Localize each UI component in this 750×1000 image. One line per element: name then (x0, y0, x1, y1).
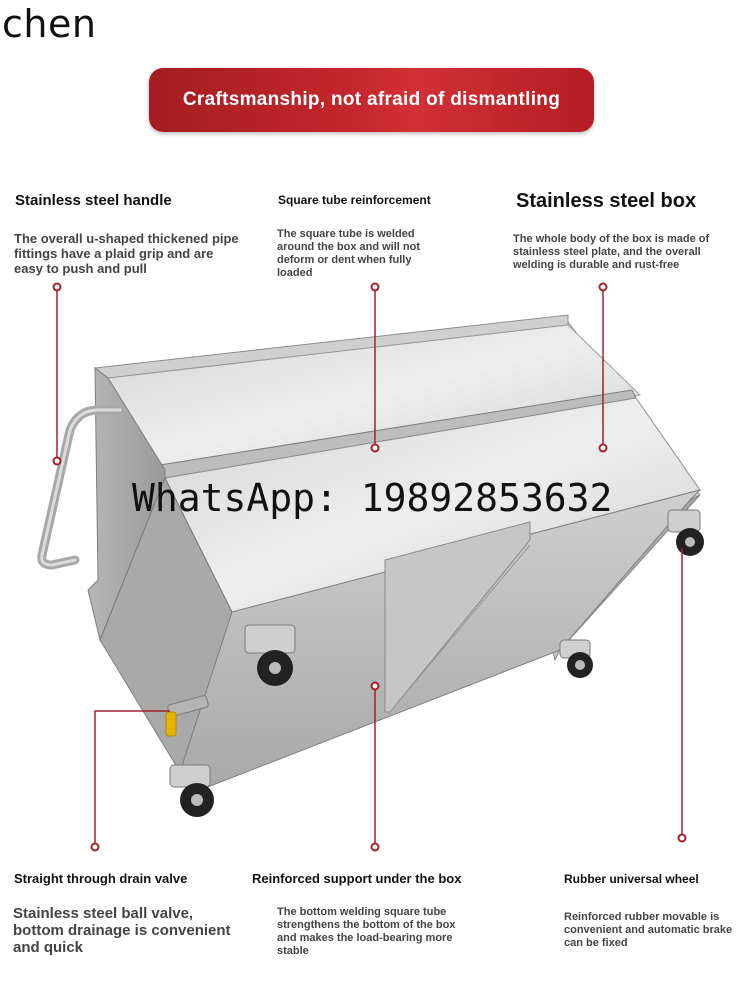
wheel-front-right (668, 510, 704, 556)
feature-wheel-title: Rubber universal wheel (564, 872, 699, 886)
feature-drain-desc: Stainless steel ball valve, bottom drainage is convenient and quick (13, 905, 231, 956)
feature-support-desc: The bottom welding square tube strengthens the bottom of the box and makes the load-bearing more stable (277, 906, 456, 957)
callout-dot (54, 284, 61, 291)
feature-box-desc: The whole body of the box is made of stainless steel plate, and the overall welding is durable and rust-free (513, 233, 710, 271)
callout-dot (92, 844, 99, 851)
wheel-back-left (170, 765, 214, 817)
feature-wheel-desc: Reinforced rubber movable is convenient and automatic brake can be fixed (564, 911, 733, 949)
feature-square-tube-desc: The square tube is welded around the box and will not deform or dent when fully loaded (277, 228, 420, 279)
callout-dot (54, 458, 61, 465)
feature-support-title: Reinforced support under the box (252, 871, 462, 886)
callout-dot (600, 284, 607, 291)
callout-dot (372, 844, 379, 851)
feature-handle-desc: The overall u-shaped thickened pipe fittings have a plaid grip and are easy to push and pull (14, 231, 239, 276)
callout-dot (600, 445, 607, 452)
brand-name: chen (2, 2, 97, 46)
feature-square-tube-title: Square tube reinforcement (278, 193, 431, 207)
callout-dot (679, 835, 686, 842)
callout-dot (372, 284, 379, 291)
callout-dot (372, 445, 379, 452)
whatsapp-watermark: WhatsApp: 19892853632 (132, 476, 613, 520)
feature-box-title: Stainless steel box (516, 190, 697, 212)
headline-text: Craftsmanship, not afraid of dismantling (182, 89, 561, 110)
wheel-back-right (560, 640, 593, 678)
feature-drain-title: Straight through drain valve (14, 871, 188, 886)
feature-handle-title: Stainless steel handle (15, 192, 172, 209)
callout-dot (372, 683, 379, 690)
